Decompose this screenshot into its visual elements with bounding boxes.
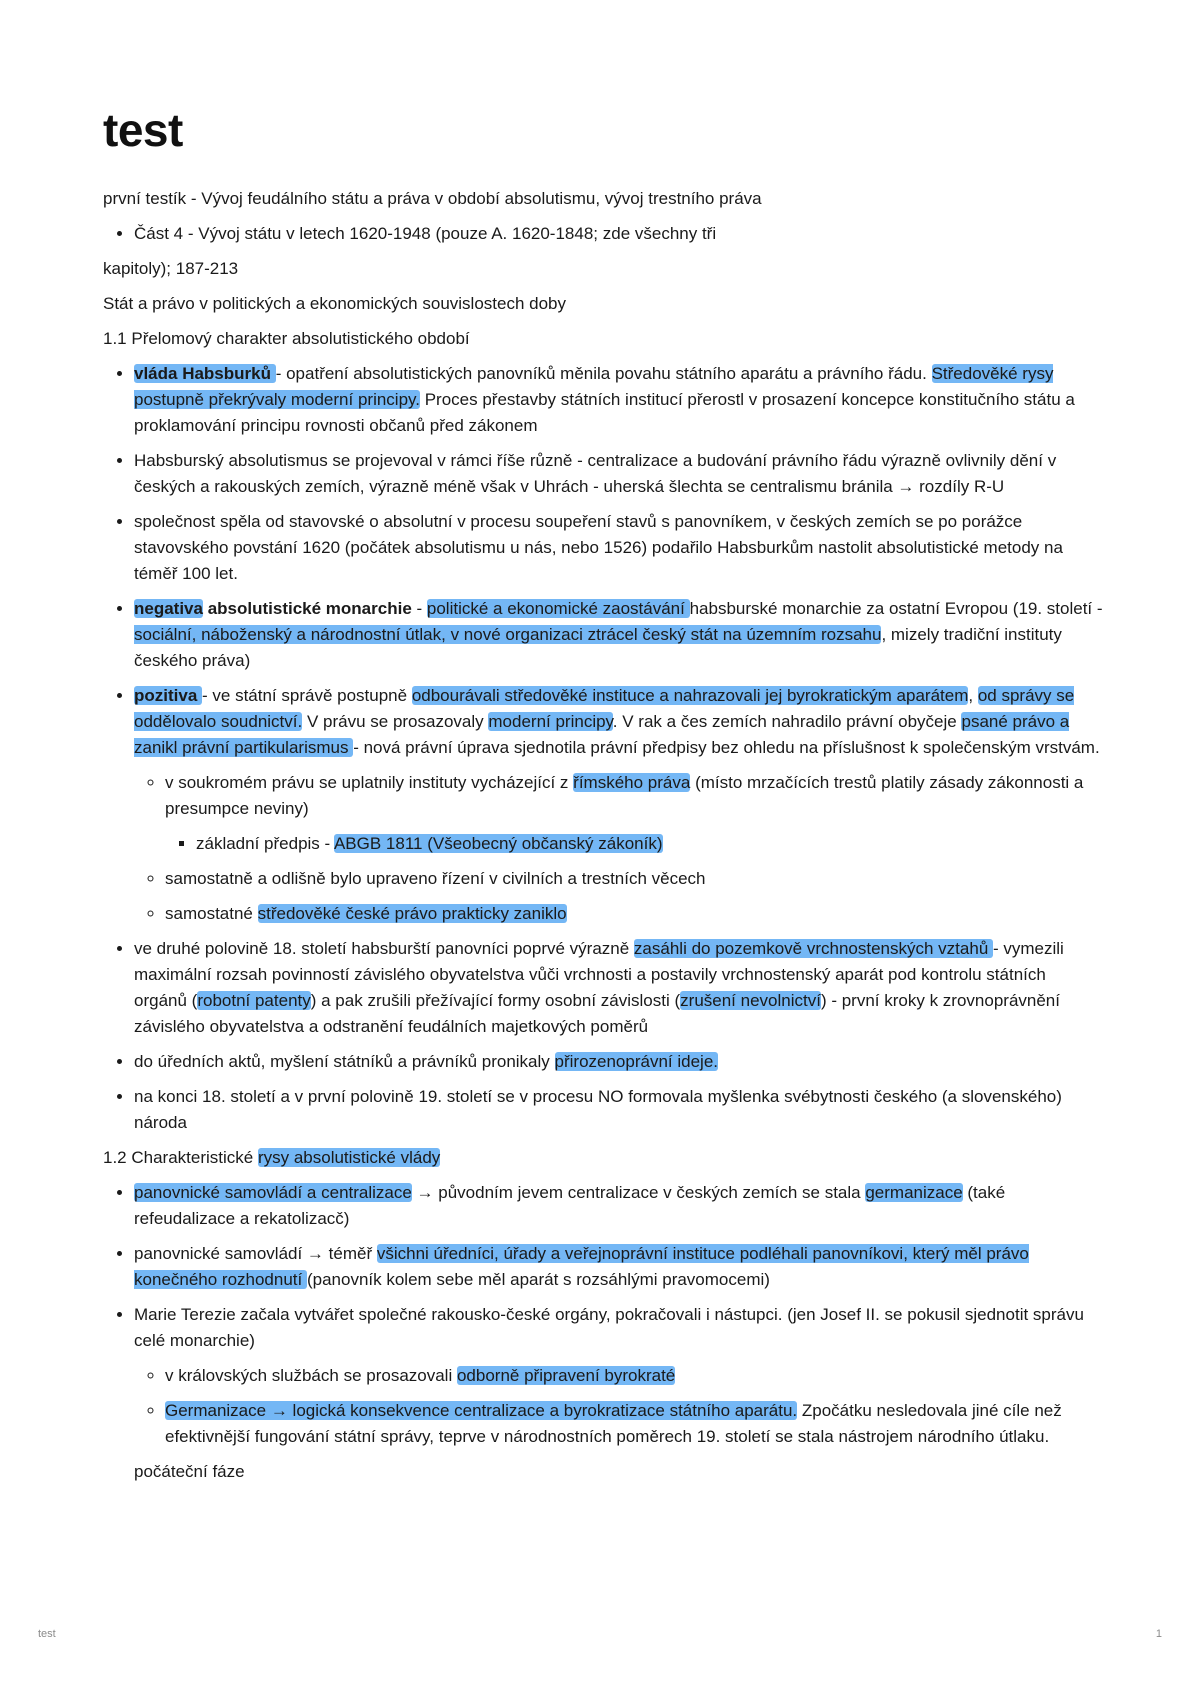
highlight: moderní principy bbox=[488, 712, 613, 731]
text: společnost spěla od stavovské o absolutní v procesu soupeření stavů s panovníkem, v českých zemích se po porážce stavovského povstání 1620 (počátek absolutismu u nás, nebo 1526) podařilo Habsburkům nastolit absolutistické metody na téměř 100 let. bbox=[134, 512, 1063, 583]
list-item bbox=[134, 936, 1103, 1040]
highlight: ABGB 1811 (Všeobecný občanský zákoník) bbox=[333, 834, 663, 853]
trailing-text: počáteční fáze bbox=[134, 1462, 245, 1481]
text: ) - první kroky k zrovnoprávnění závislého obyvatelstva a odstranění feudálních majetkových poměrů bbox=[134, 991, 1060, 1036]
text: samostatné bbox=[165, 904, 258, 923]
text: (místo mrzačících trestů platily zásady zákonnosti a presumpce neviny) bbox=[165, 773, 1084, 818]
highlight: zasáhli do pozemkově vrchnostenských vztahů bbox=[633, 939, 993, 958]
highlight: vláda Habsburků bbox=[134, 364, 276, 383]
highlight: od správy se oddělovalo soudnictví. bbox=[134, 686, 1075, 731]
context-heading: Stát a právo v politických a ekonomických souvislostech doby bbox=[103, 294, 567, 313]
highlight: zrušení nevolnictví bbox=[680, 991, 821, 1010]
text: na konci 18. století a v první polovině 19. století se v procesu NO formovala myšlenka svébytnosti českého (a slovenského) národa bbox=[134, 1087, 1062, 1132]
part-item-text: Část 4 - Vývoj státu v letech 1620-1948 (pouze A. 1620-1848; zde všechny tři bbox=[134, 224, 717, 243]
sub-list bbox=[134, 1363, 1103, 1450]
text: panovnické samovládí → téměř bbox=[134, 1244, 377, 1263]
highlight: pozitiva bbox=[134, 686, 203, 705]
section-1-1-list bbox=[103, 361, 1103, 1136]
highlight: Středověké rysy postupně překrývaly moderní principy. bbox=[134, 364, 1054, 409]
text: samostatně a odlišně bylo upraveno řízení v civilních a trestních věcech bbox=[165, 869, 706, 888]
list-item bbox=[165, 770, 1103, 857]
highlight: sociální, náboženský a národnostní útlak, v nové organizaci ztrácel český stát na územním rozsahu bbox=[134, 625, 882, 644]
highlight: odborně připravení byrokraté bbox=[456, 1366, 676, 1385]
text: ve druhé polovině 18. století habsburští panovníci poprvé výrazně bbox=[134, 939, 634, 958]
list-item bbox=[134, 221, 1103, 247]
text: základní předpis - bbox=[196, 834, 334, 853]
list-item bbox=[134, 596, 1103, 674]
intro-text: první testík - Vývoj feudálního státu a práva v období absolutismu, vývoj trestního práva bbox=[103, 189, 762, 208]
list-item bbox=[134, 1180, 1103, 1232]
highlight: Germanizace → logická konsekvence centralizace a byrokratizace státního aparátu. bbox=[165, 1401, 798, 1420]
text: - bbox=[411, 599, 427, 618]
list-item bbox=[134, 1049, 1103, 1075]
list-item bbox=[134, 1302, 1103, 1485]
page-title: test bbox=[103, 104, 183, 156]
text: ) a pak zrušili přežívající formy osobní závislosti ( bbox=[310, 991, 681, 1010]
page-number: 1 bbox=[1155, 1628, 1162, 1640]
text: , mizely tradiční instituty českého práva) bbox=[134, 625, 1062, 670]
list-item bbox=[134, 448, 1103, 500]
section-heading-1-2 bbox=[103, 1145, 1103, 1171]
highlight: negativa bbox=[134, 599, 203, 618]
highlight: rysy absolutistické vlády bbox=[257, 1148, 441, 1167]
text: v soukromém právu se uplatnily instituty vycházející z bbox=[165, 773, 574, 792]
text: v královských službách se prosazovali bbox=[165, 1366, 457, 1385]
list-item bbox=[165, 866, 1103, 892]
highlight: germanizace bbox=[865, 1183, 963, 1202]
part-list bbox=[103, 221, 1103, 247]
highlight: robotní patenty bbox=[197, 991, 311, 1010]
list-item bbox=[196, 831, 1103, 857]
text: Marie Terezie začala vytvářet společné rakousko-české orgány, pokračovali i nástupci. (jen Josef II. se pokusil sjednotit správu celé monarchie) bbox=[134, 1305, 1084, 1350]
highlight: odbourávali středověké instituce a nahrazovali jej byrokratickým aparátem bbox=[411, 686, 969, 705]
footer-title: test bbox=[38, 1628, 56, 1640]
list-item bbox=[134, 361, 1103, 439]
list-item bbox=[134, 683, 1103, 927]
text: do úředních aktů, myšlení státníků a právníků pronikaly bbox=[134, 1052, 555, 1071]
text: - vymezili maximální rozsah povinností závislého obyvatelstva vůči vrchnosti a postavily vrchnostenský aparát pod kontrolu státních orgánů ( bbox=[134, 939, 1064, 1010]
list-item bbox=[165, 1363, 1103, 1389]
text: - nová právní úprava sjednotila právní předpisy bez ohledu na příslušnost k společenským vrstvám. bbox=[353, 738, 1100, 757]
document-page bbox=[103, 100, 1103, 1494]
text: - ve státní správě postupně bbox=[202, 686, 412, 705]
bold-text: absolutistické monarchie bbox=[202, 599, 412, 618]
text: , bbox=[968, 686, 978, 705]
text: 1.2 Charakteristické bbox=[103, 1148, 258, 1167]
section-1-2-list bbox=[103, 1180, 1103, 1485]
sub-sub-list bbox=[165, 831, 1103, 857]
highlight: politické a ekonomické zaostávání bbox=[426, 599, 690, 618]
text: → původním jevem centralizace v českých zemích se stala bbox=[411, 1183, 866, 1202]
sub-list bbox=[134, 770, 1103, 927]
highlight: všichni úředníci, úřady a veřejnoprávní instituce podléhali panovníkovi, který měl právo konečného rozhodnutí bbox=[134, 1244, 1029, 1289]
text: (panovník kolem sebe měl aparát s rozsáhlými pravomocemi) bbox=[306, 1270, 770, 1289]
text: Zpočátku nesledovala jiné cíle než efektivnější fungování státní správy, teprve v národnostních poměrech 19. století se stala nástrojem národního útlaku. bbox=[165, 1401, 1062, 1446]
section-heading-1-1: 1.1 Přelomový charakter absolutistického období bbox=[103, 329, 470, 348]
highlight: římského práva bbox=[573, 773, 691, 792]
text: Proces přestavby státních institucí přerostl v prosazení koncepce konstitučního státu a proklamování principu rovnosti občanů před zákonem bbox=[134, 390, 1075, 435]
list-item bbox=[134, 509, 1103, 587]
list-item bbox=[134, 1241, 1103, 1293]
list-item bbox=[134, 1084, 1103, 1136]
highlight: psané právo a zanikl právní partikularismus bbox=[134, 712, 1070, 757]
text: (také refeudalizace a rekatolizacč) bbox=[134, 1183, 1006, 1228]
highlight: středověké české právo prakticky zaniklo bbox=[257, 904, 567, 923]
text: . V rak a čes zemích nahradilo právní obyčeje bbox=[612, 712, 962, 731]
list-item bbox=[165, 1398, 1103, 1450]
text: habsburské monarchie za ostatní Evropou (19. století - bbox=[689, 599, 1103, 618]
highlight: přirozenoprávní ideje. bbox=[554, 1052, 718, 1071]
text: - opatření absolutistických panovníků měnila povahu státního aparátu a právního řádu. bbox=[275, 364, 932, 383]
list-item bbox=[165, 901, 1103, 927]
text: Habsburský absolutismus se projevoval v rámci říše různě - centralizace a budování právního řádu výrazně ovlivnily dění v českých a rakouských zemích, výrazně méně však v Uhrách - uherská šlechta se centralismu bránila → rozdíly R-U bbox=[134, 451, 1057, 496]
text: V právu se prosazovaly bbox=[302, 712, 489, 731]
part-continuation: kapitoly); 187-213 bbox=[103, 259, 239, 278]
highlight: panovnické samovládí a centralizace bbox=[134, 1183, 412, 1202]
